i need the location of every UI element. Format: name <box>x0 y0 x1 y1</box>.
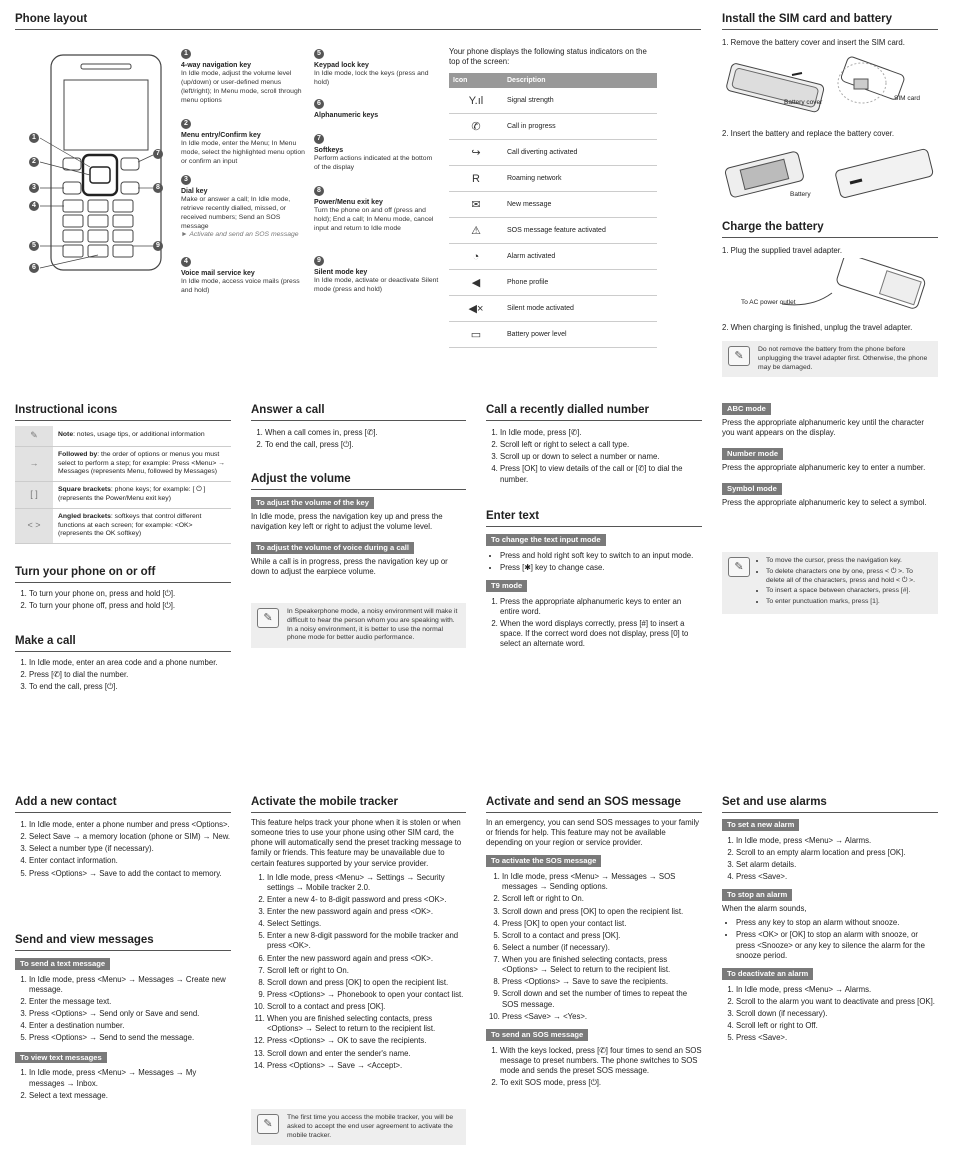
charge-step1: 1. Plug the supplied travel adapter. <box>722 246 843 255</box>
messages-section <box>15 955 231 1105</box>
sos-activate-sub: To activate the SOS message <box>486 855 601 867</box>
send-message-steps <box>15 975 231 1044</box>
key-label: Menu entry/Confirm key <box>181 132 261 139</box>
note-icon: ✎ <box>728 346 750 366</box>
key-item <box>181 118 306 174</box>
send-message-step: 4. Enter a destination number. <box>29 1021 231 1031</box>
volume-sub1: To adjust the volume of the key <box>251 497 374 509</box>
instructional-row <box>15 482 231 509</box>
status-row <box>449 166 657 192</box>
status-desc: Phone profile <box>503 270 657 296</box>
status-row <box>449 88 657 114</box>
sim-step1: 1. Remove the battery cover and insert the SIM card. <box>722 38 905 47</box>
col-desc: Description <box>503 73 657 88</box>
enter-text-bullet: • Press and hold right soft key to switch to an input mode. <box>500 551 702 561</box>
status-row <box>449 270 657 296</box>
make-call-steps <box>15 658 231 692</box>
sos-step: 5. Scroll to a contact and press [OK]. <box>502 931 702 941</box>
sos-activate-steps <box>486 872 702 1022</box>
recent-step: 3. Scroll up or down to select a number or name. <box>500 452 702 462</box>
status-row <box>449 140 657 166</box>
call-divert-icon: ↪ <box>449 140 503 166</box>
callout-4: 4 <box>29 201 39 211</box>
instructional-row <box>15 446 231 481</box>
send-message-step: 5. Press <Options> → Send to send the message. <box>29 1033 231 1043</box>
contact-step: 5. Press <Options> → Save to add the contact to memory. <box>29 869 231 879</box>
sos-send-sub: To send an SOS message <box>486 1029 588 1041</box>
deactivate-alarm-step: 5. Press <Save>. <box>736 1033 938 1043</box>
callout-6: 6 <box>29 263 39 273</box>
answer-title: Answer a call <box>251 403 466 421</box>
stop-alarm-intro: When the alarm sounds, <box>722 904 807 914</box>
answer-steps <box>251 428 466 450</box>
sim-illustration <box>722 55 938 120</box>
new-message-icon: ✉ <box>449 192 503 218</box>
make-call-step: 2. Press [✆] to dial the number. <box>29 670 231 680</box>
modes-section <box>722 400 938 512</box>
callout-1: 1 <box>29 133 39 143</box>
set-alarm-step: 1. In Idle mode, press <Menu> → Alarms. <box>736 836 938 846</box>
key-desc: In Idle mode, activate or deactivate Silent mode (press and hold) <box>314 277 439 293</box>
battery-illustration <box>722 145 938 205</box>
status-desc: Signal strength <box>503 88 657 114</box>
sos-title: Activate and send an SOS message <box>486 795 702 813</box>
sos-step: 6. Select a number (if necessary). <box>502 943 702 953</box>
turn-on-section <box>15 587 231 615</box>
key-item <box>314 98 439 133</box>
key-item <box>314 133 439 185</box>
contact-step: 2. Select Save → a memory location (phone or SIM) → New. <box>29 832 231 842</box>
status-indicators <box>449 47 659 348</box>
status-intro: Your phone displays the following status indicators on the top of the screen: <box>449 47 647 67</box>
recent-title: Call a recently dialled number <box>486 403 702 421</box>
status-desc: Alarm activated <box>503 244 657 270</box>
key-item <box>181 174 306 256</box>
modes-tip: • To insert a space between characters, press [#]. <box>766 587 932 596</box>
key-number: 8 <box>314 186 324 196</box>
speaker-icon: ◀ <box>449 270 503 296</box>
contact-steps <box>15 820 231 879</box>
symbol-mode-sub: Symbol mode <box>722 483 782 495</box>
silent-icon: ◀× <box>449 296 503 322</box>
tracker-note-text: The first time you access the mobile tracker, you will be asked to accept the end user agreement to activate the mobile tracker. <box>287 1114 454 1139</box>
tracker-step: 3. Enter the new password again and press <OK>. <box>267 907 466 917</box>
key-ref: ► Activate and send an SOS message <box>181 231 299 239</box>
sos-step: 8. Press <Options> → Save to save the recipients. <box>502 977 702 987</box>
abc-mode-sub: ABC mode <box>722 403 771 415</box>
key-label: Voice mail service key <box>181 270 255 277</box>
key-number: 6 <box>314 99 324 109</box>
status-desc: Roaming network <box>503 166 657 192</box>
note-icon: ✎ <box>728 557 750 577</box>
deactivate-alarm-step: 3. Scroll down (if necessary). <box>736 1009 938 1019</box>
send-message-step: 3. Press <Options> → Send only or Save and send. <box>29 1009 231 1019</box>
make-call-step: 1. In Idle mode, enter an area code and a phone number. <box>29 658 231 668</box>
turn-on-step: 2. To turn your phone off, press and hold [⏻]. <box>29 601 231 611</box>
key-item <box>181 48 306 118</box>
status-desc: SOS message feature activated <box>503 218 657 244</box>
view-message-step: 2. Select a text message. <box>29 1091 231 1101</box>
note-icon: ✎ <box>15 426 53 446</box>
stop-alarm-bullets <box>722 918 938 961</box>
deactivate-alarm-step: 1. In Idle mode, press <Menu> → Alarms. <box>736 985 938 995</box>
key-desc: Make or answer a call; In Idle mode, retrieve recently dialled, missed, or received numbers; Send an SOS message <box>181 196 291 230</box>
sos-step: 10. Press <Save> → <Yes>. <box>502 1012 702 1022</box>
key-number: 4 <box>181 257 191 267</box>
instructional-term: Angled brackets <box>58 512 111 520</box>
set-alarm-sub: To set a new alarm <box>722 819 799 831</box>
volume-title: Adjust the volume <box>251 472 466 490</box>
status-desc: Silent mode activated <box>503 296 657 322</box>
outlet-label: To AC power outlet <box>741 299 796 306</box>
callout-9: 9 <box>153 241 163 251</box>
arrow-icon: → <box>15 446 53 481</box>
tracker-step: 5. Enter a new 8-digit password for the mobile tracker and press <OK>. <box>267 931 466 951</box>
instructional-title: Instructional icons <box>15 403 231 421</box>
instructional-row <box>15 426 231 446</box>
tracker-step: 14. Press <Options> → Save → <Accept>. <box>267 1061 466 1071</box>
answer-step: 2. To end the call, press [⏻]. <box>265 440 466 450</box>
callout-5: 5 <box>29 241 39 251</box>
turn-on-steps <box>15 589 231 611</box>
t9-sub: T9 mode <box>486 580 527 592</box>
sos-send-step: 1. With the keys locked, press [✆] four times to send an SOS message to preset numbers. The phone switches to SOS mode and sends the preset SOS message. <box>500 1046 702 1076</box>
volume-sub2: To adjust the volume of voice during a call <box>251 542 414 554</box>
turn-on-title: Turn your phone on or off <box>15 565 231 583</box>
instructional-text: : notes, usage tips, or additional information <box>73 431 205 439</box>
deactivate-alarm-sub: To deactivate an alarm <box>722 968 813 980</box>
charge-title: Charge the battery <box>722 220 938 238</box>
send-message-sub: To send a text message <box>15 958 110 970</box>
phone-keys-col2 <box>314 48 439 295</box>
tracker-step: 12. Press <Options> → OK to save the recipients. <box>267 1036 466 1046</box>
battery-drawing <box>722 145 938 205</box>
volume-text1: In Idle mode, press the navigation key up and press the navigation key left or right to adjust the volume level. <box>251 511 443 531</box>
status-row <box>449 192 657 218</box>
status-desc: Call diverting activated <box>503 140 657 166</box>
enter-text-bullet: • Press [✱] key to change case. <box>500 563 702 573</box>
view-message-sub: To view text messages <box>15 1052 107 1064</box>
alarm-icon: ◔ <box>449 244 503 270</box>
key-desc: In Idle mode, enter the Menu; In Menu mode, select the highlighted menu option or confirm an input <box>181 140 305 165</box>
sim-step2: 2. Insert the battery and replace the battery cover. <box>722 129 895 138</box>
charge-note <box>722 341 938 377</box>
tracker-section <box>251 818 466 1075</box>
charge-step2: 2. When charging is finished, unplug the travel adapter. <box>722 323 913 332</box>
sos-send-steps <box>486 1046 702 1089</box>
sos-step: 9. Scroll down and set the number of times to repeat the SOS message. <box>502 989 702 1009</box>
deactivate-alarm-step: 4. Scroll left or right to Off. <box>736 1021 938 1031</box>
signal-icon: Y.ıl <box>449 88 503 114</box>
symbol-mode-text: Press the appropriate alphanumeric key to select a symbol. <box>722 497 927 507</box>
abc-mode-text: Press the appropriate alphanumeric key until the character you want appears on the display. <box>722 417 924 437</box>
square-brackets-icon: [ ] <box>15 482 53 509</box>
instructional-term: Square brackets <box>58 486 111 494</box>
deactivate-alarm-step: 2. Scroll to the alarm you want to deactivate and press [OK]. <box>736 997 938 1007</box>
battery-label: Battery <box>790 191 811 198</box>
tracker-step: 11. When you are finished selecting contacts, press <Options> → Select to return to the recipient list. <box>267 1014 466 1034</box>
call-icon: ✆ <box>449 114 503 140</box>
set-alarm-step: 4. Press <Save>. <box>736 872 938 882</box>
deactivate-alarm-steps <box>722 985 938 1044</box>
status-row <box>449 218 657 244</box>
tracker-step: 8. Scroll down and press [OK] to open the recipient list. <box>267 978 466 988</box>
col-icon: Icon <box>449 73 503 88</box>
sos-icon: ⚠ <box>449 218 503 244</box>
status-desc: New message <box>503 192 657 218</box>
status-desc: Battery power level <box>503 322 657 348</box>
recent-steps <box>486 428 702 485</box>
modes-tip: • To move the cursor, press the navigation key. <box>766 557 932 566</box>
tracker-step: 1. In Idle mode, press <Menu> → Settings → Security settings → Mobile tracker 2.0. <box>267 873 466 893</box>
key-item <box>314 48 439 98</box>
tracker-step: 7. Scroll left or right to On. <box>267 966 466 976</box>
instructional-text: : phone keys; for example: [ ⏻ ] (represents the Power/Menu exit key) <box>58 486 206 502</box>
sos-step: 4. Press [OK] to open your contact list. <box>502 919 702 929</box>
key-desc: Perform actions indicated at the bottom of the display <box>314 155 433 171</box>
set-alarm-step: 2. Scroll to an empty alarm location and press [OK]. <box>736 848 938 858</box>
modes-note <box>722 552 938 614</box>
answer-section <box>251 426 466 454</box>
view-message-steps <box>15 1068 231 1100</box>
key-number: 5 <box>314 49 324 59</box>
alarms-section <box>722 816 938 1047</box>
volume-section <box>251 494 466 581</box>
key-label: 4-way navigation key <box>181 62 252 69</box>
enter-text-section <box>486 531 702 654</box>
number-mode-sub: Number mode <box>722 448 783 460</box>
status-row <box>449 322 657 348</box>
status-row <box>449 244 657 270</box>
instructional-text: : softkeys that control different functions at each screen; for example: <OK> (represents the OK softkey) <box>58 512 202 538</box>
status-table <box>449 73 657 348</box>
key-item <box>314 185 439 255</box>
instructional-desc <box>53 508 231 543</box>
recent-step: 1. In Idle mode, press [✆]. <box>500 428 702 438</box>
status-row <box>449 114 657 140</box>
key-desc: Turn the phone on and off (press and hold); End a call; In Menu mode, cancel input and return to Idle mode <box>314 207 434 232</box>
recent-step: 2. Scroll left or right to select a call type. <box>500 440 702 450</box>
phone-layout-title: Phone layout <box>15 12 701 30</box>
key-number: 1 <box>181 49 191 59</box>
t9-steps <box>486 597 702 650</box>
charge-note-text: Do not remove the battery from the phone before unplugging the travel adapter first. Otherwise, the phone may be damaged. <box>758 346 928 371</box>
tracker-step: 2. Enter a new 4- to 8-digit password and press <OK>. <box>267 895 466 905</box>
view-message-step: 1. In Idle mode, press <Menu> → Messages → My messages → Inbox. <box>29 1068 231 1088</box>
tracker-step: 9. Press <Options> → Phonebook to open your contact list. <box>267 990 466 1000</box>
callout-7: 7 <box>153 149 163 159</box>
key-desc: In Idle mode, access voice mails (press and hold) <box>181 278 300 294</box>
callout-3: 3 <box>29 183 39 193</box>
battery-cover-label: Battery cover <box>784 99 823 106</box>
tracker-step: 13. Scroll down and enter the sender's name. <box>267 1049 466 1059</box>
key-desc: In Idle mode, lock the keys (press and hold) <box>314 70 429 86</box>
phone-keys-col1 <box>181 48 306 296</box>
instructional-text: : the order of options or menus you must select to perform a step; for example: Press <Menu> → Messages (represents Menu, followed by Messages) <box>58 450 225 476</box>
answer-step: 1. When a call comes in, press [✆]. <box>265 428 466 438</box>
key-label: Dial key <box>181 188 208 195</box>
tracker-step: 6. Enter the new password again and press <OK>. <box>267 954 466 964</box>
key-number: 7 <box>314 134 324 144</box>
key-number: 9 <box>314 256 324 266</box>
instructional-term: Followed by <box>58 450 98 458</box>
instructional-table-wrap <box>15 426 231 544</box>
phone-diagram <box>28 50 178 280</box>
instructional-table <box>15 426 231 544</box>
tracker-step: 10. Scroll to a contact and press [OK]. <box>267 1002 466 1012</box>
instructional-row <box>15 508 231 543</box>
make-call-section <box>15 656 231 696</box>
t9-step: 1. Press the appropriate alphanumeric keys to enter an entire word. <box>500 597 702 617</box>
sos-send-step: 2. To exit SOS mode, press [⏻]. <box>500 1078 702 1088</box>
messages-title: Send and view messages <box>15 933 231 951</box>
callout-8: 8 <box>153 183 163 193</box>
instructional-term: Note <box>58 431 74 439</box>
set-alarm-steps <box>722 836 938 883</box>
sos-intro: In an emergency, you can send SOS messages to your family or friends for help. This feature may not be available depending on your region or service provider. <box>486 818 700 848</box>
key-number: 3 <box>181 175 191 185</box>
instructional-desc <box>53 482 231 509</box>
stop-alarm-bullet: • Press any key to stop an alarm without snooze. <box>736 918 938 928</box>
key-label: Power/Menu exit key <box>314 199 383 206</box>
key-label: Keypad lock key <box>314 62 369 69</box>
volume-note-text: In Speakerphone mode, a noisy environment will make it difficult to hear the person whom you are speaking with. In a noisy environment, it is better to use the normal phone mode for better audio performance. <box>287 608 458 642</box>
key-label: Silent mode key <box>314 269 368 276</box>
alarms-title: Set and use alarms <box>722 795 938 813</box>
stop-alarm-sub: To stop an alarm <box>722 889 792 901</box>
send-message-step: 2. Enter the message text. <box>29 997 231 1007</box>
key-desc: In Idle mode, adjust the volume level (up/down) or user-defined menus (left/right); In Menu mode, scroll through menu options <box>181 70 302 104</box>
turn-on-step: 1. To turn your phone on, press and hold [⏻]. <box>29 589 231 599</box>
sos-step: 2. Scroll left or right to On. <box>502 894 702 904</box>
number-mode-text: Press the appropriate alphanumeric key to enter a number. <box>722 462 926 472</box>
callout-2: 2 <box>29 157 39 167</box>
contact-step: 3. Select a number type (if necessary). <box>29 844 231 854</box>
enter-text-title: Enter text <box>486 509 702 527</box>
status-desc: Call in progress <box>503 114 657 140</box>
status-row <box>449 296 657 322</box>
make-call-title: Make a call <box>15 634 231 652</box>
modes-tip: • To delete characters one by one, press < ⏻ >. To delete all of the characters, press and hold < ⏻ >. <box>766 568 932 586</box>
t9-step: 2. When the word displays correctly, press [#] to insert a space. If the correct word does not display, press [0] to select an alternate word. <box>500 619 702 649</box>
tracker-step: 4. Select Settings. <box>267 919 466 929</box>
instructional-desc <box>53 446 231 481</box>
key-item <box>314 255 439 295</box>
tracker-intro: This feature helps track your phone when it is stolen or when someone tries to use your phone using other SIM card, the phone will automatically send the preset tracking message to family or friends. This feature may be unavailable due to certain features supported by your service provider. <box>251 818 462 868</box>
instructional-desc <box>53 426 231 446</box>
tracker-steps <box>251 873 466 1071</box>
modes-tips <box>758 557 932 609</box>
contact-section <box>15 818 231 883</box>
send-message-step: 1. In Idle mode, press <Menu> → Messages → Create new message. <box>29 975 231 995</box>
note-icon: ✎ <box>257 1114 279 1134</box>
contact-step: 1. In Idle mode, enter a phone number and press <Options>. <box>29 820 231 830</box>
tracker-note <box>251 1109 466 1145</box>
enter-text-bullets <box>486 551 702 573</box>
key-label: Alphanumeric keys <box>314 112 379 119</box>
make-call-step: 3. To end the call, press [⏻]. <box>29 682 231 692</box>
sos-step: 7. When you are finished selecting contacts, press <Options> → Select to return to the recipient list. <box>502 955 702 975</box>
key-number: 2 <box>181 119 191 129</box>
note-icon: ✎ <box>257 608 279 628</box>
sim-card-label: SIM card <box>894 95 921 102</box>
stop-alarm-bullet: • Press <OK> or [OK] to stop an alarm with snooze, or press <Snooze> or any key to silence the alarm for the snooze period. <box>736 930 938 960</box>
set-alarm-step: 3. Set alarm details. <box>736 860 938 870</box>
key-label: Softkeys <box>314 147 344 154</box>
sim-drawing <box>722 55 938 120</box>
roaming-icon: R <box>449 166 503 192</box>
volume-text2: While a call is in progress, press the navigation key up or down to adjust the earpiece volume. <box>251 556 448 577</box>
battery-icon: ▭ <box>449 322 503 348</box>
volume-note <box>251 603 466 648</box>
charger-illustration <box>722 258 938 313</box>
contact-step: 4. Enter contact information. <box>29 856 231 866</box>
contact-title: Add a new contact <box>15 795 231 813</box>
enter-text-sub1: To change the text input mode <box>486 534 606 546</box>
sos-step: 1. In Idle mode, press <Menu> → Messages → SOS messages → Sending options. <box>502 872 702 892</box>
sim-title: Install the SIM card and battery <box>722 12 938 30</box>
key-item <box>181 256 306 296</box>
recent-section <box>486 426 702 489</box>
recent-step: 4. Press [OK] to view details of the call or [✆] to dial the number. <box>500 464 702 484</box>
tracker-title: Activate the mobile tracker <box>251 795 466 813</box>
sos-section <box>486 818 702 1092</box>
angled-brackets-icon: < > <box>15 508 53 543</box>
sos-step: 3. Scroll down and press [OK] to open the recipient list. <box>502 907 702 917</box>
modes-tip: • To enter punctuation marks, press [1]. <box>766 598 932 607</box>
